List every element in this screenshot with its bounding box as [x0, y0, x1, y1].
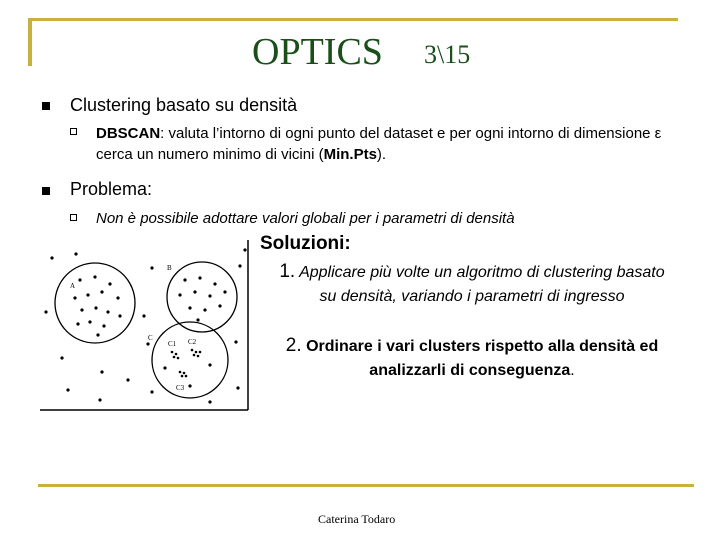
bullet-problema: Problema: — [70, 179, 153, 199]
dbscan-description: : valuta l’intorno di ogni punto del dataset e per ogni intorno di dimensione ε cerca un numero minimo di vicini ( — [96, 125, 662, 163]
minpts-param: Min.Pts — [323, 146, 377, 163]
sub-bullet-problem: Non è possibile adottare valori globali per i parametri di densità — [96, 210, 515, 227]
solution-two-text: Ordinare i vari clusters rispetto alla densità ed analizzarli di conseguenza — [306, 338, 659, 379]
solution-one — [272, 260, 672, 309]
bullet-square — [42, 187, 50, 195]
sub-bullet-square — [70, 214, 77, 221]
solutions-heading: Soluzioni: — [260, 233, 351, 254]
solution-two-number: 2. — [285, 335, 302, 356]
sub-bullet-square — [70, 128, 77, 135]
cluster-a-points — [73, 275, 121, 336]
dbscan-description-end: ). — [376, 146, 387, 163]
footer-author: Caterina Todaro — [318, 512, 396, 526]
page-number: 3\15 — [424, 40, 471, 69]
cluster-label-c3: C3 — [176, 384, 185, 392]
slide-title: OPTICS — [252, 31, 383, 73]
solution-two-period: . — [570, 362, 575, 379]
title-accent-bar-vertical — [28, 18, 32, 66]
solution-one-number: 1. — [279, 261, 296, 282]
footer-accent-bar — [38, 484, 694, 487]
cluster-label-c1: C1 — [168, 340, 177, 348]
cluster-b-circle — [167, 262, 237, 332]
cluster-label-a: A — [70, 282, 76, 290]
cluster-c-points — [163, 349, 211, 388]
bullet-square — [42, 102, 50, 110]
cluster-label-c: C — [148, 334, 153, 342]
cluster-b-points — [178, 276, 226, 321]
solution-one-text: Applicare più volte un algoritmo di clustering basato su densità, variando i parametri di ingresso — [299, 264, 665, 305]
dbscan-term: DBSCAN — [96, 125, 161, 142]
cluster-label-b: B — [167, 264, 172, 272]
bullet-clustering: Clustering basato su densità — [70, 95, 298, 115]
sub-bullet-dbscan — [96, 123, 676, 165]
density-clusters-figure — [40, 240, 250, 412]
title-accent-bar-horizontal — [28, 18, 678, 21]
solution-two — [272, 334, 672, 383]
cluster-a-circle — [55, 263, 135, 343]
noise-points — [44, 248, 246, 403]
cluster-label-c2: C2 — [188, 338, 197, 346]
